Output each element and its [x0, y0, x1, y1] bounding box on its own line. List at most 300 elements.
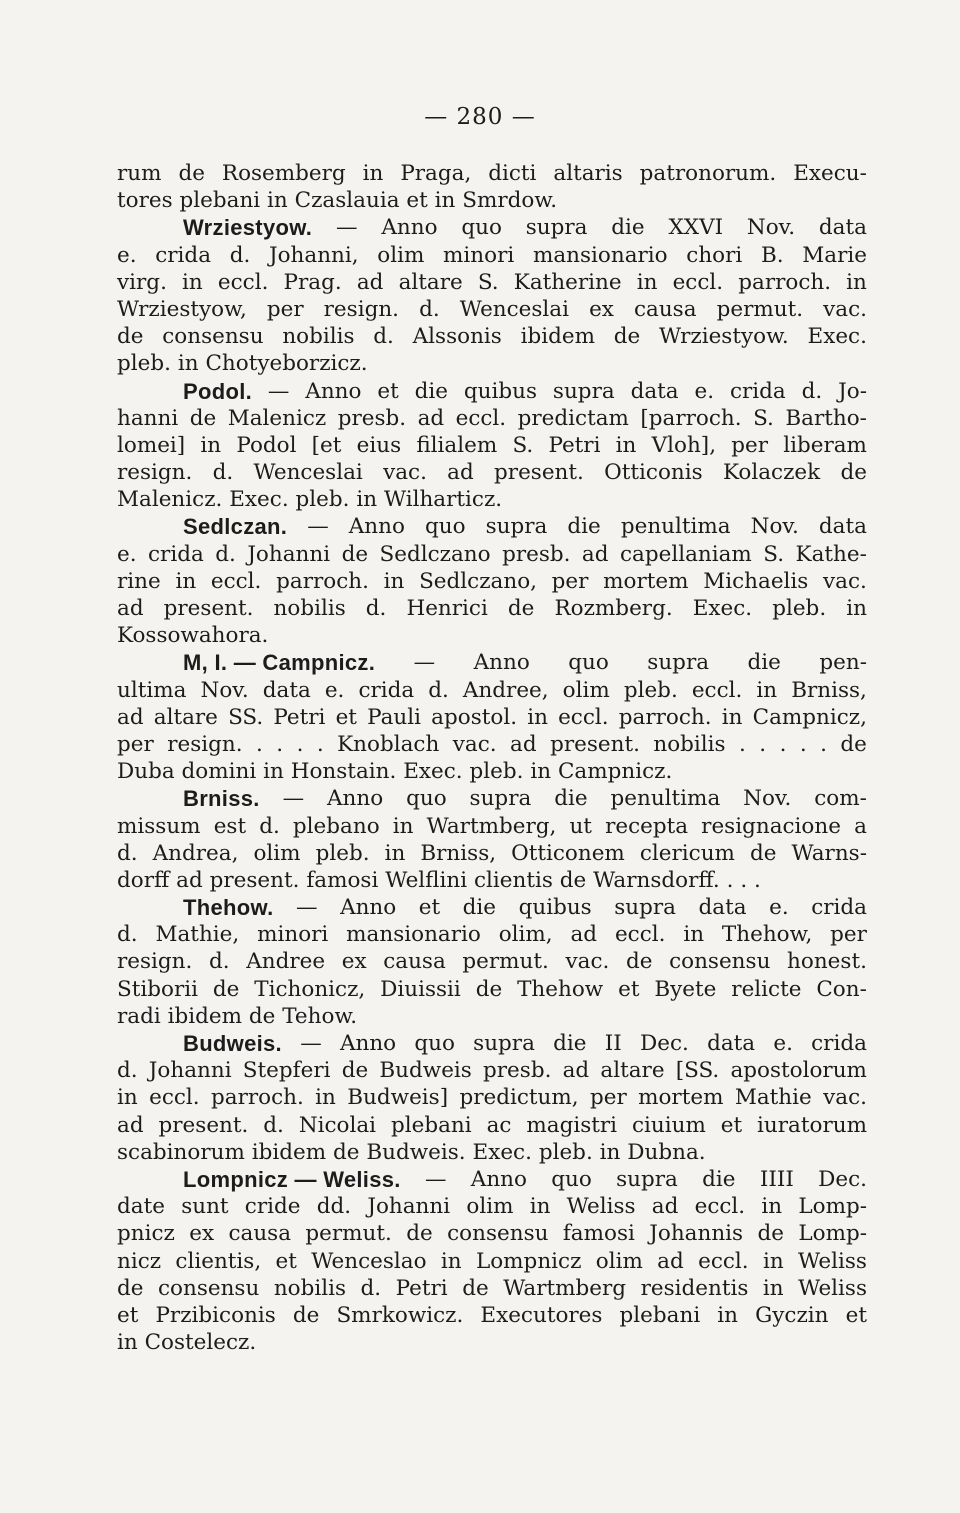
word: causa [633, 296, 697, 322]
word: in [362, 161, 384, 186]
word: Brniss, [791, 677, 867, 703]
word: resign. [117, 460, 193, 486]
word: d. [212, 460, 234, 486]
word: . [739, 731, 746, 757]
word: altare [600, 1058, 665, 1084]
word: famosi [306, 867, 379, 893]
word: in [846, 596, 867, 621]
word: ex [189, 1221, 215, 1247]
text-line [117, 242, 867, 269]
word: penultima [610, 786, 721, 812]
word: olim [253, 840, 301, 866]
word: pleb. [295, 487, 350, 513]
word: per [731, 432, 768, 458]
word: d. [208, 949, 230, 975]
word: et [845, 1302, 867, 1328]
word: eccl. [698, 1248, 749, 1274]
word: in [263, 759, 284, 785]
word: Pauli [367, 704, 422, 730]
word: in [599, 1139, 621, 1165]
word: S. [763, 541, 785, 567]
word: Petri [548, 432, 601, 458]
word: Campnicz, [752, 704, 867, 730]
word: Executores [480, 1302, 603, 1328]
word: d. [215, 541, 236, 567]
word: Johanni [148, 1058, 232, 1084]
word: pleb. [538, 1139, 593, 1165]
word: de [840, 460, 867, 486]
word: ibidem [167, 1003, 243, 1029]
text-line [117, 350, 867, 377]
word: de [117, 1275, 144, 1301]
word: vac. [823, 568, 867, 594]
word: causa [383, 949, 446, 975]
word: — [296, 895, 318, 921]
word: Andree, [462, 677, 549, 703]
word: d. [229, 242, 251, 268]
word: virg. [117, 269, 167, 295]
word: olim [595, 1248, 643, 1274]
word: altare [153, 704, 218, 730]
place-heading: M, I. — Campnicz. [183, 650, 376, 676]
word: sunt [181, 1194, 229, 1220]
word: supra [473, 1031, 535, 1056]
word: olim [377, 242, 425, 268]
word: — [300, 1031, 322, 1056]
body-text [117, 160, 867, 1356]
word: ut [569, 813, 592, 839]
word: — [336, 215, 358, 241]
word: de [189, 405, 217, 431]
word: . [740, 867, 748, 893]
word: crida [729, 378, 786, 404]
word: eccl. [217, 269, 269, 295]
word: predictam [517, 405, 629, 431]
word: Exec. [692, 596, 753, 621]
word: d. [373, 324, 394, 350]
word: data [818, 215, 867, 241]
word: Otticonis [604, 460, 703, 486]
word: in [315, 1085, 336, 1111]
word: . [726, 867, 734, 893]
word: present. [209, 867, 300, 893]
word: Wrziestyow. [658, 324, 789, 350]
word: d. [801, 378, 823, 404]
word: Knoblach [337, 731, 440, 757]
word: Mathie [734, 1085, 812, 1111]
word: Con- [816, 976, 867, 1002]
word: Warnsdorff. [593, 867, 720, 893]
word: pleb. [117, 351, 171, 377]
word: Nov. [750, 514, 799, 540]
word: patronorum. [639, 161, 777, 186]
word: . [754, 867, 761, 893]
word: eccl. [614, 922, 666, 948]
page-number: — 280 — [424, 104, 536, 130]
word: in [440, 1248, 462, 1274]
word: d. [117, 922, 138, 948]
word: in [392, 813, 414, 839]
word: mansionario [532, 242, 668, 268]
word: Chotyeborzicz. [205, 351, 368, 377]
word: de [625, 949, 653, 975]
word: Tehow. [282, 1003, 358, 1029]
word: e. [694, 378, 715, 404]
word: vac. [823, 1085, 867, 1111]
word: in [846, 269, 867, 295]
entry-heading-line [117, 649, 867, 676]
word: per [589, 1085, 627, 1111]
word: eccl. [558, 704, 609, 730]
text-line [117, 1220, 867, 1247]
word: et [275, 1248, 297, 1274]
word: Weliss [798, 1248, 867, 1274]
word: die [567, 514, 601, 540]
word: mansionario [346, 922, 481, 948]
word: die [611, 215, 645, 241]
word: Wenceslai [253, 460, 363, 486]
word: Brniss, [420, 840, 497, 866]
word: in [527, 704, 548, 730]
word: Nov. [746, 215, 796, 241]
text-line [117, 948, 867, 975]
word: de [212, 976, 240, 1002]
place-heading: Sedlczan. [183, 514, 288, 540]
entry-heading-line [117, 894, 867, 921]
word: in [117, 1330, 138, 1356]
word: data [630, 378, 679, 404]
word: die [747, 650, 781, 676]
word: Petri [395, 1275, 448, 1301]
word: Kossowahora. [117, 623, 269, 649]
text-line [117, 568, 867, 595]
word: pleb. [315, 840, 370, 866]
word: eccl. [455, 405, 507, 431]
word: d. [117, 840, 138, 866]
text-line [117, 1003, 867, 1030]
word: et [335, 704, 357, 730]
word: in [383, 568, 405, 594]
word: data [818, 514, 867, 540]
word: de [840, 731, 867, 757]
word: in [384, 840, 406, 866]
word: Andrea, [152, 840, 239, 866]
word: iuratorum [757, 1112, 867, 1138]
word: altaris [553, 161, 623, 186]
word: et [720, 1112, 743, 1138]
word: Prag. [283, 269, 342, 295]
word: plebani [619, 1302, 701, 1328]
word: Wenceslao [311, 1248, 427, 1274]
word: ultima [117, 677, 187, 703]
word: — [307, 514, 329, 540]
word: ad [581, 541, 609, 567]
word: olim, [498, 922, 553, 948]
text-line [117, 1302, 867, 1329]
text-line [117, 840, 867, 867]
word: per [830, 922, 867, 948]
word: capellaniam [619, 541, 752, 567]
word: Malenicz [227, 405, 327, 431]
word: Marie [802, 242, 867, 268]
word: in [615, 432, 637, 458]
word: minori [257, 922, 329, 948]
word: Podol [236, 432, 297, 458]
word: die [554, 786, 588, 812]
word: Anno [340, 895, 397, 921]
word: quibus [518, 895, 592, 921]
word: S. [477, 269, 499, 295]
word: crida [811, 895, 867, 921]
word: Kolaczek [722, 460, 821, 486]
word: filialem [416, 432, 498, 458]
word: eccl. [694, 1194, 746, 1220]
word: vac. [565, 949, 610, 975]
word: quo [406, 786, 447, 812]
word: per [117, 731, 154, 757]
word: Lompnicz [475, 1248, 582, 1274]
word: Thehow [517, 976, 604, 1002]
word: Budweis [379, 1058, 472, 1084]
word: present. [550, 731, 640, 757]
word: nobilis [273, 1275, 347, 1301]
text-line [117, 813, 867, 840]
text-line [117, 269, 867, 296]
text-line [117, 323, 867, 350]
word: [et [311, 432, 342, 458]
word: in [636, 269, 658, 295]
entry-heading-line [117, 513, 867, 540]
word: S. [753, 405, 774, 431]
word: ad [176, 867, 203, 893]
word: Smrdow. [462, 188, 558, 214]
word: d. [428, 677, 449, 703]
word: de [117, 324, 144, 350]
word: residentis [640, 1275, 749, 1301]
word: Johanni, [268, 242, 359, 268]
text-line [117, 459, 867, 486]
word: Alssonis [412, 324, 502, 350]
word: quo [461, 215, 502, 241]
word: et [418, 895, 441, 921]
entry-heading-line [117, 214, 867, 241]
word: in [530, 759, 552, 785]
word: dorff [117, 867, 170, 893]
word: [parroch. [640, 405, 742, 431]
word: Katherine [513, 269, 622, 295]
word: Anno [339, 1031, 397, 1056]
text-line [117, 1084, 867, 1111]
word: de [462, 1275, 489, 1301]
word: Czaslauia [294, 188, 400, 214]
word: Jo- [838, 378, 867, 404]
word: Dubna. [627, 1139, 706, 1165]
word: ac [486, 1112, 512, 1138]
word: in [721, 704, 743, 730]
word: e. [773, 1031, 793, 1056]
word: de [406, 1221, 433, 1247]
word: resign. [167, 731, 243, 757]
word: minori [443, 242, 515, 268]
word: ad [570, 922, 598, 948]
word: Weliss [798, 1275, 867, 1301]
word: cride [244, 1194, 301, 1220]
word: date [117, 1194, 165, 1220]
word: crida [148, 541, 204, 567]
place-heading: Podol. [183, 378, 253, 404]
word: Nov. [743, 786, 792, 812]
word: XXVI [668, 215, 724, 241]
word: Wartmberg [503, 1275, 627, 1301]
word: Exec. [403, 759, 463, 785]
word: quo [414, 1031, 455, 1056]
word: chori [686, 242, 743, 268]
word: Warns- [791, 840, 867, 866]
text-line [117, 1139, 867, 1166]
place-heading: Lompnicz — Weliss. [183, 1166, 401, 1192]
word: pleb. [772, 596, 827, 621]
text-line [117, 622, 867, 649]
word: ad [117, 704, 144, 730]
word: Execu- [793, 161, 867, 186]
word: de [341, 541, 369, 567]
word: de [332, 1139, 360, 1165]
word: lomei] [117, 432, 186, 458]
word: supra [647, 650, 710, 676]
word: Wilharticz. [383, 487, 503, 513]
word: Rosemberg [221, 161, 346, 186]
word: Costelecz. [144, 1330, 257, 1356]
word: . [759, 731, 767, 757]
word: de [248, 1003, 276, 1029]
word: permut. [716, 296, 804, 322]
word: pnicz [117, 1221, 175, 1247]
word: apostolorum [730, 1058, 867, 1084]
word: supra [616, 1166, 678, 1192]
word: scabinorum [117, 1139, 245, 1165]
word: . [316, 731, 324, 757]
word: [SS. [675, 1058, 720, 1084]
word: de [749, 840, 777, 866]
text-line [117, 541, 867, 568]
word: Andree [246, 949, 326, 975]
text-line [117, 704, 867, 731]
word: magistri [526, 1112, 618, 1138]
word: ad [657, 1248, 684, 1274]
word: nobilis [273, 596, 346, 621]
word: quibus [463, 378, 538, 404]
text-line [117, 595, 867, 622]
word: rum [117, 161, 162, 186]
word: dicti [488, 161, 537, 186]
word: . [256, 731, 263, 757]
word: de [559, 867, 587, 893]
word: d. [365, 596, 387, 621]
word: et [406, 188, 428, 214]
word: famosi [562, 1221, 635, 1247]
word: et [377, 378, 399, 404]
word: d. [259, 813, 280, 839]
word: ad [510, 731, 537, 757]
word: — [413, 650, 436, 676]
text-line [117, 405, 867, 432]
word: parroch. [276, 568, 369, 594]
word: . [296, 731, 304, 757]
word: Przibiconis [155, 1302, 276, 1328]
word: Weliss [566, 1194, 636, 1220]
word: et [618, 976, 640, 1002]
word: de [178, 161, 205, 186]
word: Lomp- [798, 1194, 867, 1220]
word: mortem [638, 1085, 724, 1111]
word: Johanni [247, 541, 331, 567]
word: olim [562, 677, 610, 703]
word: data [707, 1031, 756, 1056]
word: Sedlczano [379, 541, 491, 567]
word: ex [589, 296, 614, 322]
word: Wrziestyow, [117, 296, 247, 322]
word: ad [117, 1112, 144, 1138]
word: in [529, 1194, 551, 1220]
word: Wartmberg, [426, 813, 557, 839]
word: e. [117, 541, 137, 567]
word: Praga, [400, 161, 472, 186]
text-line [117, 1193, 867, 1220]
word: die [462, 895, 497, 921]
word: die [553, 1031, 587, 1056]
entry-heading-line [117, 378, 867, 405]
word: . [820, 731, 827, 757]
word: de [507, 596, 535, 621]
place-heading: Budweis. [183, 1031, 282, 1056]
word: plebani [179, 188, 261, 214]
word: nicz [117, 1248, 162, 1274]
word: apostol. [431, 704, 518, 730]
word: Michaelis [703, 568, 809, 594]
word: nobilis [282, 324, 355, 350]
text-line [117, 921, 867, 948]
word: crida [155, 242, 212, 268]
word: de [757, 1221, 784, 1247]
word: in [717, 1302, 739, 1328]
word: in [762, 1248, 784, 1274]
word: altare [398, 269, 463, 295]
word: parroch. [738, 269, 832, 295]
text-line [117, 1275, 867, 1302]
word: . [779, 731, 787, 757]
entry-heading-line [117, 785, 867, 812]
word: SS. [228, 704, 264, 730]
word: Mathie, [155, 922, 240, 948]
word: Nov. [200, 677, 249, 703]
word: d. [263, 1112, 284, 1138]
word: Vloh], [651, 432, 717, 458]
word: resign. [117, 949, 193, 975]
word: crida [811, 1031, 867, 1056]
word: B. [760, 242, 784, 268]
word: Honstain. [290, 759, 397, 785]
text-line [117, 486, 867, 513]
word: ad [447, 460, 474, 486]
word: Anno [470, 1166, 527, 1192]
word: vac. [383, 460, 427, 486]
word: ad [117, 596, 144, 621]
word: per [266, 296, 304, 322]
word: consensu [158, 1275, 260, 1301]
word: dd. [316, 1194, 352, 1220]
word: Tichonicz, [254, 976, 366, 1002]
word: d. [117, 1058, 138, 1084]
